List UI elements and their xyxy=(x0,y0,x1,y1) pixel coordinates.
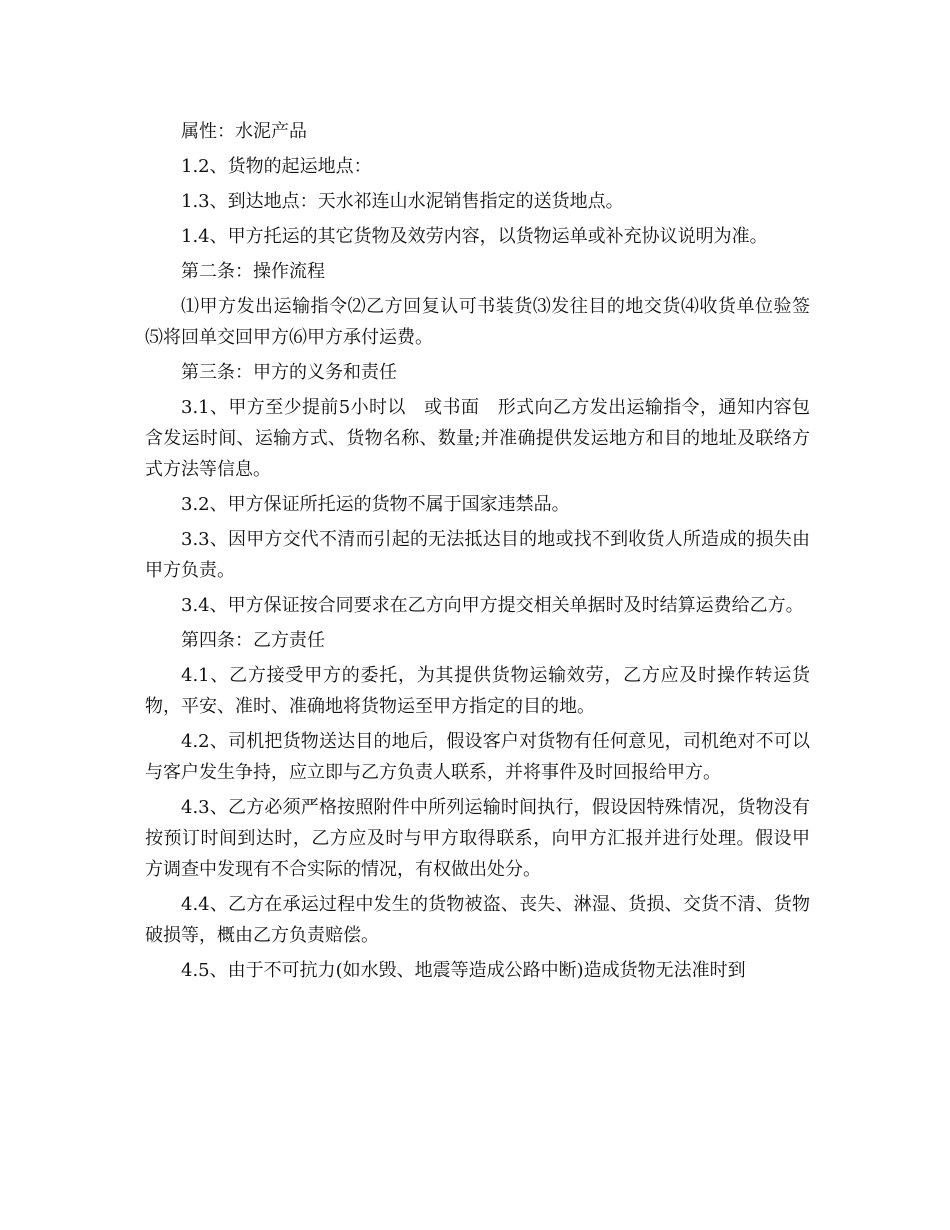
paragraph-attribute: 属性：水泥产品 xyxy=(181,121,307,142)
paragraph-4-3: 4.3、乙方必须严格按照附件中所列运输时间执行，假设因特殊情况，货物没有按预订时间到达时，乙方应及时与甲方取得联系，向甲方汇报并进行处理。假设甲方调查中发现有不合实际的情况，有权做出处分。 xyxy=(145,797,810,880)
paragraph-1-3: 1.3、到达地点：天水祁连山水泥销售指定的送货地点。 xyxy=(181,191,624,212)
section-heading-3: 第三条：甲方的义务和责任 xyxy=(181,362,397,383)
paragraph-process: ⑴甲方发出运输指令⑵乙方回复认可书装货⑶发往目的地交货⑷收货单位验签⑸将回单交回甲方⑹甲方承付运费。 xyxy=(145,296,810,348)
paragraph-4-5: 4.5、由于不可抗力(如水毁、地震等造成公路中断)造成货物无法准时到 xyxy=(181,960,746,981)
paragraph-4-2: 4.2、司机把货物送达目的地后，假设客户对货物有任何意见，司机绝对不可以与客户发生争持，应立即与乙方负责人联系，并将事件及时回报给甲方。 xyxy=(145,731,810,783)
paragraph-1-4: 1.4、甲方托运的其它货物及效劳内容，以货物运单或补充协议说明为准。 xyxy=(181,226,768,247)
document-body xyxy=(145,116,810,990)
paragraph-4-4: 4.4、乙方在承运过程中发生的货物被盗、丧失、淋湿、货损、交货不清、货物破损等，概由乙方负责赔偿。 xyxy=(145,894,810,946)
section-heading-2: 第二条：操作流程 xyxy=(181,261,325,282)
section-heading-4: 第四条：乙方责任 xyxy=(181,630,325,651)
paragraph-3-1: 3.1、甲方至少提前5小时以 或书面 形式向乙方发出运输指令，通知内容包含发运时间、运输方式、货物名称、数量;并准确提供发运地方和目的地址及联络方式方法等信息。 xyxy=(145,397,810,480)
paragraph-3-3: 3.3、因甲方交代不清而引起的无法抵达目的地或找不到收货人所造成的损失由甲方负责。 xyxy=(145,529,810,581)
paragraph-4-1: 4.1、乙方接受甲方的委托，为其提供货物运输效劳，乙方应及时操作转运货物，平安、准时、准确地将货物运至甲方指定的目的地。 xyxy=(145,665,810,717)
paragraph-3-2: 3.2、甲方保证所托运的货物不属于国家违禁品。 xyxy=(181,494,570,515)
paragraph-1-2: 1.2、货物的起运地点： xyxy=(181,156,372,177)
paragraph-3-4: 3.4、甲方保证按合同要求在乙方向甲方提交相关单据时及时结算运费给乙方。 xyxy=(181,595,804,616)
